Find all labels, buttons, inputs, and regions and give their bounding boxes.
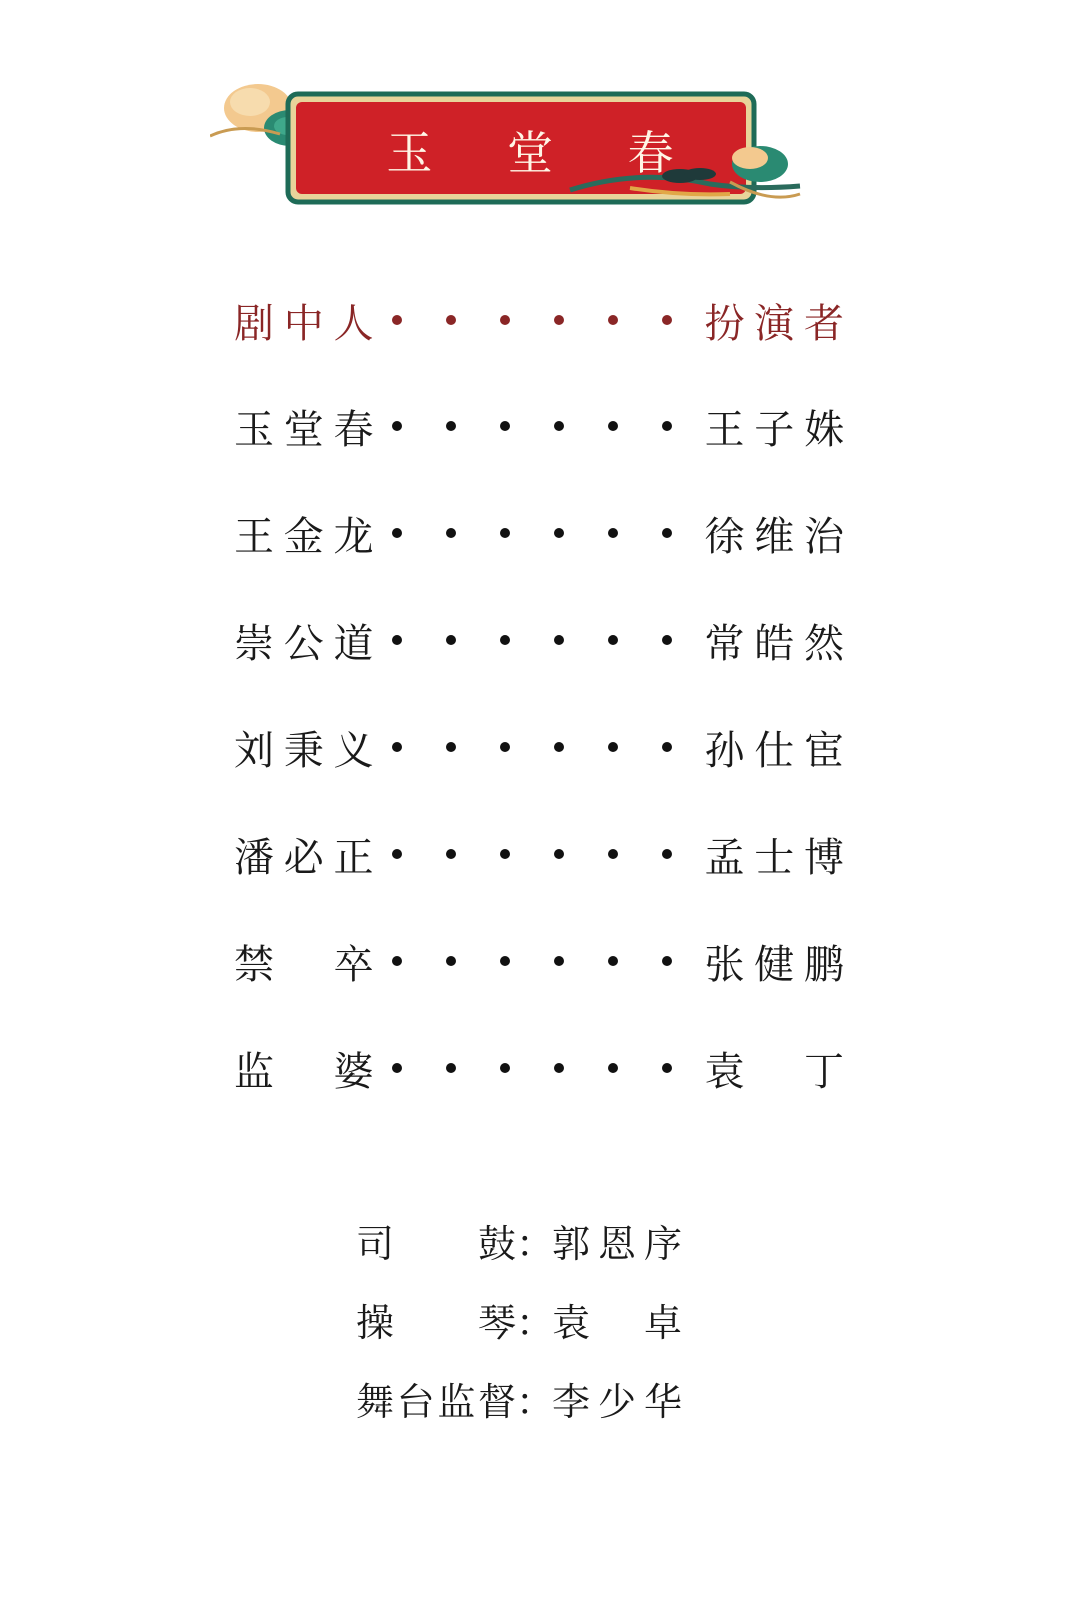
crew-colon: ：: [516, 1300, 555, 1345]
dot: [392, 1063, 402, 1073]
dot: [662, 635, 672, 645]
dot-leader: [374, 421, 673, 431]
dot: [392, 742, 402, 752]
dot: [392, 849, 402, 859]
dot: [446, 635, 456, 645]
crew-row: [356, 1212, 716, 1268]
cast-role: 刘 秉 义: [234, 727, 374, 774]
dot: [500, 528, 510, 538]
dot: [608, 635, 618, 645]
dot: [662, 1063, 672, 1073]
cast-row: [234, 610, 844, 670]
dot: [662, 956, 672, 966]
cast-actor: 孙 仕 宦: [704, 727, 844, 774]
cast-role: 监 婆: [234, 1048, 374, 1095]
dot: [500, 849, 510, 859]
cast-actor: 常 皓 然: [704, 620, 844, 667]
dot-leader: [374, 742, 673, 752]
crew-name: 郭 恩 序: [552, 1221, 682, 1266]
dot: [392, 421, 402, 431]
dot-leader: [374, 315, 673, 325]
page-title: 玉 堂 春: [386, 126, 704, 180]
dot: [446, 528, 456, 538]
crew-colon: ：: [516, 1379, 555, 1424]
dot: [608, 956, 618, 966]
cast-row: [234, 396, 844, 456]
cast-header-role: 剧 中 人: [234, 300, 374, 347]
cast-row: [234, 1038, 844, 1098]
dot: [446, 849, 456, 859]
dot-leader: [374, 528, 673, 538]
cast-row: [234, 503, 844, 563]
cast-role: 玉 堂 春: [234, 406, 374, 453]
dot: [608, 1063, 618, 1073]
dot: [608, 849, 618, 859]
dot: [500, 635, 510, 645]
dot: [608, 528, 618, 538]
dot: [446, 315, 456, 325]
dot: [554, 849, 564, 859]
crew-label: 操 琴: [356, 1300, 516, 1345]
cast-actor: 王 子 姝: [704, 406, 844, 453]
dot: [608, 421, 618, 431]
crew-name: 袁 卓: [552, 1300, 682, 1345]
crew-label: 舞 台 监 督: [356, 1379, 516, 1424]
cast-role: 崇 公 道: [234, 620, 374, 667]
dot: [392, 635, 402, 645]
dot: [500, 956, 510, 966]
cast-header-row: [234, 290, 844, 350]
crew-row: [356, 1291, 716, 1347]
dot: [662, 742, 672, 752]
dot: [446, 956, 456, 966]
dot: [446, 1063, 456, 1073]
dot: [608, 742, 618, 752]
crew-label: 司 鼓: [356, 1221, 516, 1266]
cast-actor: 孟 士 博: [704, 834, 844, 881]
cast-row: [234, 717, 844, 777]
dot: [662, 528, 672, 538]
crew-row: [356, 1370, 716, 1426]
dot: [392, 956, 402, 966]
dot-leader: [374, 849, 673, 859]
dot: [662, 421, 672, 431]
cast-actor: 徐 维 治: [704, 513, 844, 560]
dot-leader: [374, 956, 673, 966]
dot: [554, 315, 564, 325]
cast-row: [234, 824, 844, 884]
dot: [500, 315, 510, 325]
dot: [554, 635, 564, 645]
cast-role: 潘 必 正: [234, 834, 374, 881]
dot: [500, 1063, 510, 1073]
dot: [392, 528, 402, 538]
crew-colon: ：: [516, 1221, 555, 1266]
cast-actor: 袁 丁: [704, 1048, 844, 1095]
dot: [554, 742, 564, 752]
dot: [392, 315, 402, 325]
dot: [500, 421, 510, 431]
dot: [500, 742, 510, 752]
cast-header-actor: 扮 演 者: [704, 300, 844, 347]
dot: [554, 421, 564, 431]
dot: [662, 315, 672, 325]
dot-leader: [374, 635, 673, 645]
cast-row: [234, 931, 844, 991]
dot: [662, 849, 672, 859]
cast-role: 王 金 龙: [234, 513, 374, 560]
crew-name: 李 少 华: [552, 1379, 682, 1424]
dot: [608, 315, 618, 325]
dot: [554, 956, 564, 966]
dot-leader: [374, 1063, 673, 1073]
dot: [446, 742, 456, 752]
cast-role: 禁 卒: [234, 941, 374, 988]
dot: [554, 528, 564, 538]
cast-actor: 张 健 鹏: [704, 941, 844, 988]
dot: [446, 421, 456, 431]
dot: [554, 1063, 564, 1073]
